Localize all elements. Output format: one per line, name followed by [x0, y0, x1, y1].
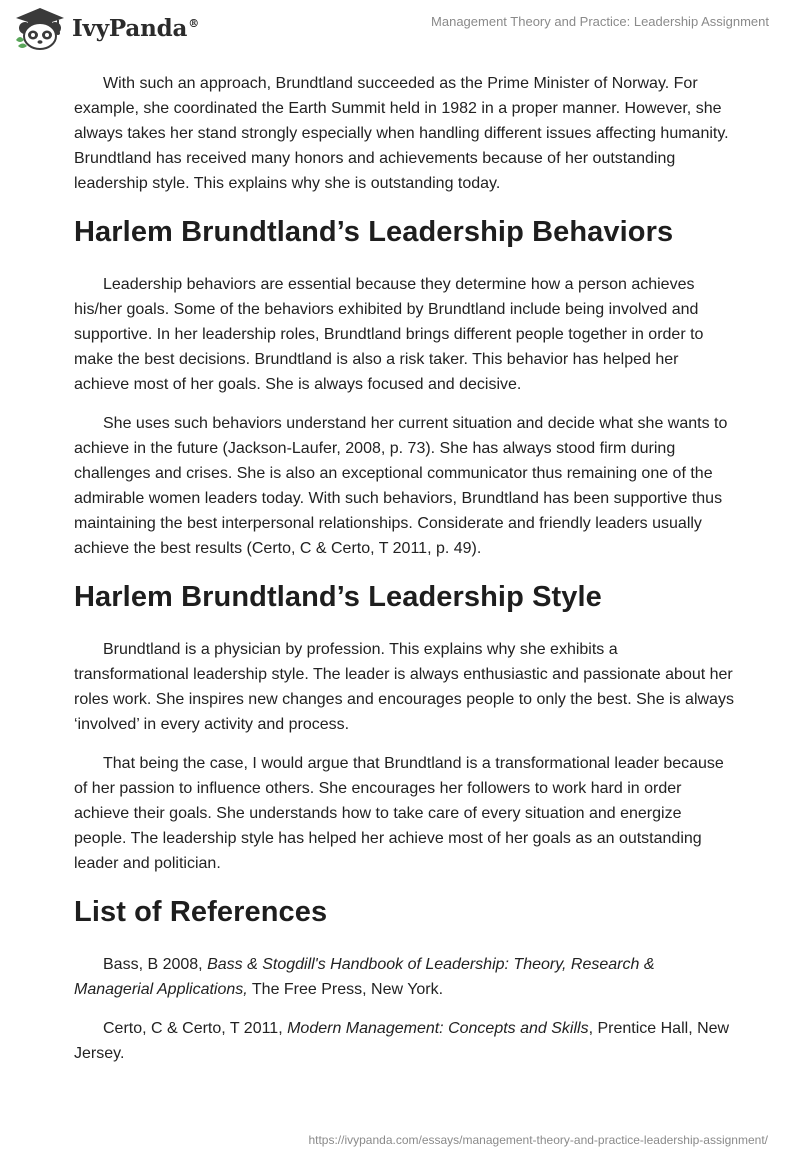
ivypanda-logo[interactable]	[14, 6, 199, 50]
reference-item: Certo, C & Certo, T 2011, Modern Management: Concepts and Skills, Prentice Hall, New Jersey.	[74, 1020, 730, 1062]
panda-graduate-icon	[14, 6, 66, 50]
style-heading: Harlem Brundtland’s Leadership Style	[74, 581, 602, 613]
article-body	[74, 71, 734, 1080]
style-paragraph: Brundtland is a physician by profession. This explains why she exhibits a transformational leadership style. The leader is always enthusiastic and passionate about her roles work. She inspires new changes and encourages people to only the best. She is always ‘involved’ in every activity and process.	[74, 641, 734, 733]
logo-wordmark: IvyPanda®	[72, 14, 199, 42]
reference-title: Modern Management: Concepts and Skills	[287, 1020, 589, 1037]
document-title: Management Theory and Practice: Leadership Assignment	[431, 14, 769, 29]
behaviors-heading: Harlem Brundtland’s Leadership Behaviors	[74, 216, 674, 248]
behaviors-paragraph: Leadership behaviors are essential because they determine how a person achieves his/her goals. Some of the behaviors exhibited by Brundtland include being involved and supportive. In her leadership roles, Brundtland brings different people together in order to make the best decisions. Brundtland is also a risk taker. This behavior has helped her achieve most of her goals. She is always focused and decisive.	[74, 276, 704, 393]
reference-item: Bass, B 2008, Bass & Stogdill's Handbook of Leadership: Theory, Research & Managerial Applications, The Free Press, New York.	[74, 956, 655, 998]
page-header	[0, 0, 800, 62]
behaviors-paragraph: She uses such behaviors understand her current situation and decide what she wants to achieve in the future (Jackson-Laufer, 2008, p. 73). She has always stood firm during challenges and crises. She is also an exceptional communicator thus remaining one of the admirable women leaders today. With such behaviors, Brundtland has been supportive thus maintaining the best interpersonal relationships. Considerate and friendly leaders usually achieve the best results (Certo, C & Certo, T 2011, p. 49).	[74, 415, 728, 557]
source-url-link[interactable]: https://ivypanda.com/essays/management-theory-and-practice-leadership-assignment/	[308, 1133, 768, 1147]
intro-paragraph: With such an approach, Brundtland succeeded as the Prime Minister of Norway. For example, she coordinated the Earth Summit held in 1982 in a proper manner. However, she always takes her stand strongly especially when handling different issues affecting humanity. Brundtland has received many honors and achievements because of her outstanding leadership style. This explains why she is outstanding today.	[74, 75, 729, 192]
style-paragraph: That being the case, I would argue that Brundtland is a transformational leader because of her passion to influence others. She encourages her followers to work hard in order achieve their goals. She understands how to take care of every situation and energize people. The leadership style has helped her achieve most of her goals as an outstanding leader and politician.	[74, 755, 724, 872]
reference-title: Bass & Stogdill's Handbook of Leadership: Theory, Research & Managerial Applications,	[74, 956, 655, 998]
references-heading: List of References	[74, 896, 328, 928]
